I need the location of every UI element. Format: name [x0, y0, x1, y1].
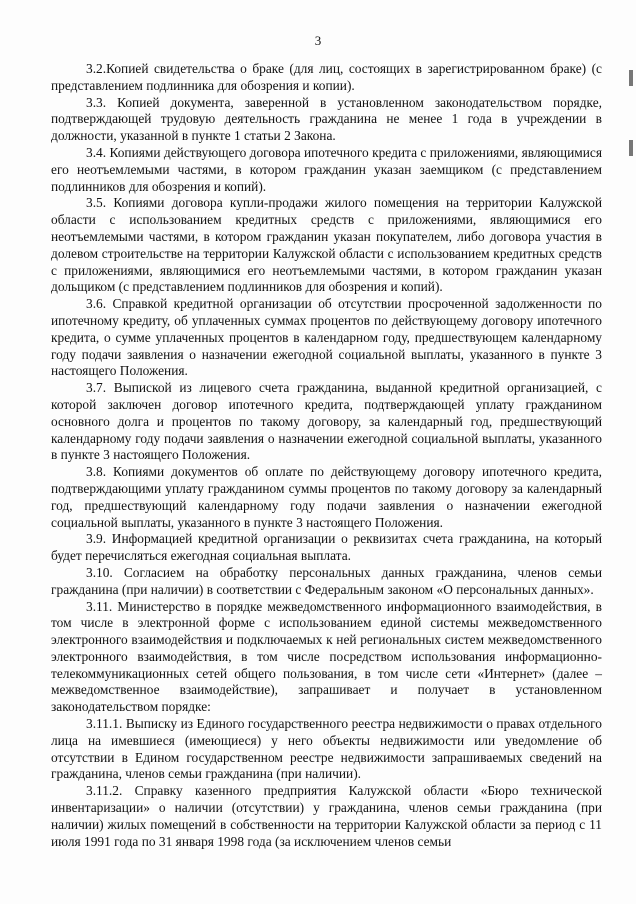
- document-body: [51, 61, 602, 850]
- paragraph-3-10: 3.10. Согласием на обработку персональных данных гражданина, членов семьи гражданина (при наличии) в соответствии с Федеральным законом «О персональных данных».: [51, 564, 602, 597]
- paragraph-3-9: 3.9. Информацией кредитной организации о реквизитах счета гражданина, на который будет перечисляться ежегодная социальная выплата.: [51, 531, 602, 564]
- paragraph-3-11-1: 3.11.1. Выписку из Единого государственного реестра недвижимости о правах отдельного лица на имевшиеся (имеющиеся) у него объекты недвижимости или уведомление об отсутствии в Едином государственном реестре недвижимости запрашиваемых сведений на гражданина, членов семьи гражданина (при наличии).: [51, 716, 602, 782]
- paragraph-3-6: 3.6. Справкой кредитной организации об отсутствии просроченной задолженности по ипотечному кредиту, об уплаченных суммах процентов по действующему договору ипотечного кредита, о сумме уплаченных процентов в календарном году, предшествующем календарному году подачи заявления о назначении ежегодной социальной выплаты, указанного в пункте 3 настоящего Положения.: [51, 296, 602, 379]
- scan-edge-mark: [629, 70, 633, 86]
- paragraph-3-2: 3.2.Копией свидетельства о браке (для лиц, состоящих в зарегистрированном браке) (с представлением подлинника для обозрения и копии).: [51, 61, 602, 93]
- paragraph-3-11-2: 3.11.2. Справку казенного предприятия Калужской области «Бюро технической инвентаризации» о наличии (отсутствии) у гражданина, членов семьи гражданина (при наличии) жилых помещений в собственности на территории Калужской области за период с 11 июля 1991 года по 31 января 1998 года (за исключением членов семьи: [51, 783, 602, 849]
- paragraph-3-3: 3.3. Копией документа, заверенной в установленном законодательством порядке, подтверждающей трудовую деятельность гражданина не менее 1 года в учреждении в должности, указанной в пункте 1 статьи 2 Закона.: [51, 94, 602, 144]
- page-number: 3: [314, 33, 322, 48]
- paragraph-3-5: 3.5. Копиями договора купли-продажи жилого помещения на территории Калужской области с использованием кредитных средств с приложениями, являющимися его неотъемлемыми частями, в котором гражданин указан покупателем, либо договора участия в долевом строительстве на территории Калужской области с использованием кредитных средств с приложениями, являющимися его неотъемлемыми частями, в котором гражданин указан дольщиком (с представлением подлинников для обозрения и копий).: [51, 195, 602, 295]
- paragraph-3-8: 3.8. Копиями документов об оплате по действующему договору ипотечного кредита, подтверждающими уплату гражданином суммы процентов по такому договору за календарный год, предшествующий календарному году подачи заявления о назначении ежегодной социальной выплаты, указанного в пункте 3 настоящего Положения.: [51, 464, 602, 530]
- scan-edge-mark: [629, 140, 633, 156]
- paragraph-3-7: 3.7. Выпиской из лицевого счета гражданина, выданной кредитной организацией, с которой заключен договор ипотечного кредита, подтверждающей уплату гражданином основного долга и процентов по такому договору, за календарный год, предшествующий календарному году подачи заявления о назначении ежегодной социальной выплаты, указанного в пункте 3 настоящего Положения.: [51, 380, 602, 463]
- paragraph-3-4: 3.4. Копиями действующего договора ипотечного кредита с приложениями, являющимися его неотъемлемыми частями, в котором гражданин указан заемщиком (с представлением подлинников для обозрения и копий).: [51, 144, 602, 194]
- paragraph-3-11: 3.11. Министерство в порядке межведомственного информационного взаимодействия, в том числе в электронной форме с использованием единой системы межведомственного электронного взаимодействия и подключаемых к ней региональных систем межведомственного электронного взаимодействия, в том числе посредством использования информационно-телекоммуникационных сетей общего пользования, в том числе сети «Интернет» (далее – межведомственное взаимодействие), запрашивает и получает в установленном законодательством порядке:: [51, 598, 602, 715]
